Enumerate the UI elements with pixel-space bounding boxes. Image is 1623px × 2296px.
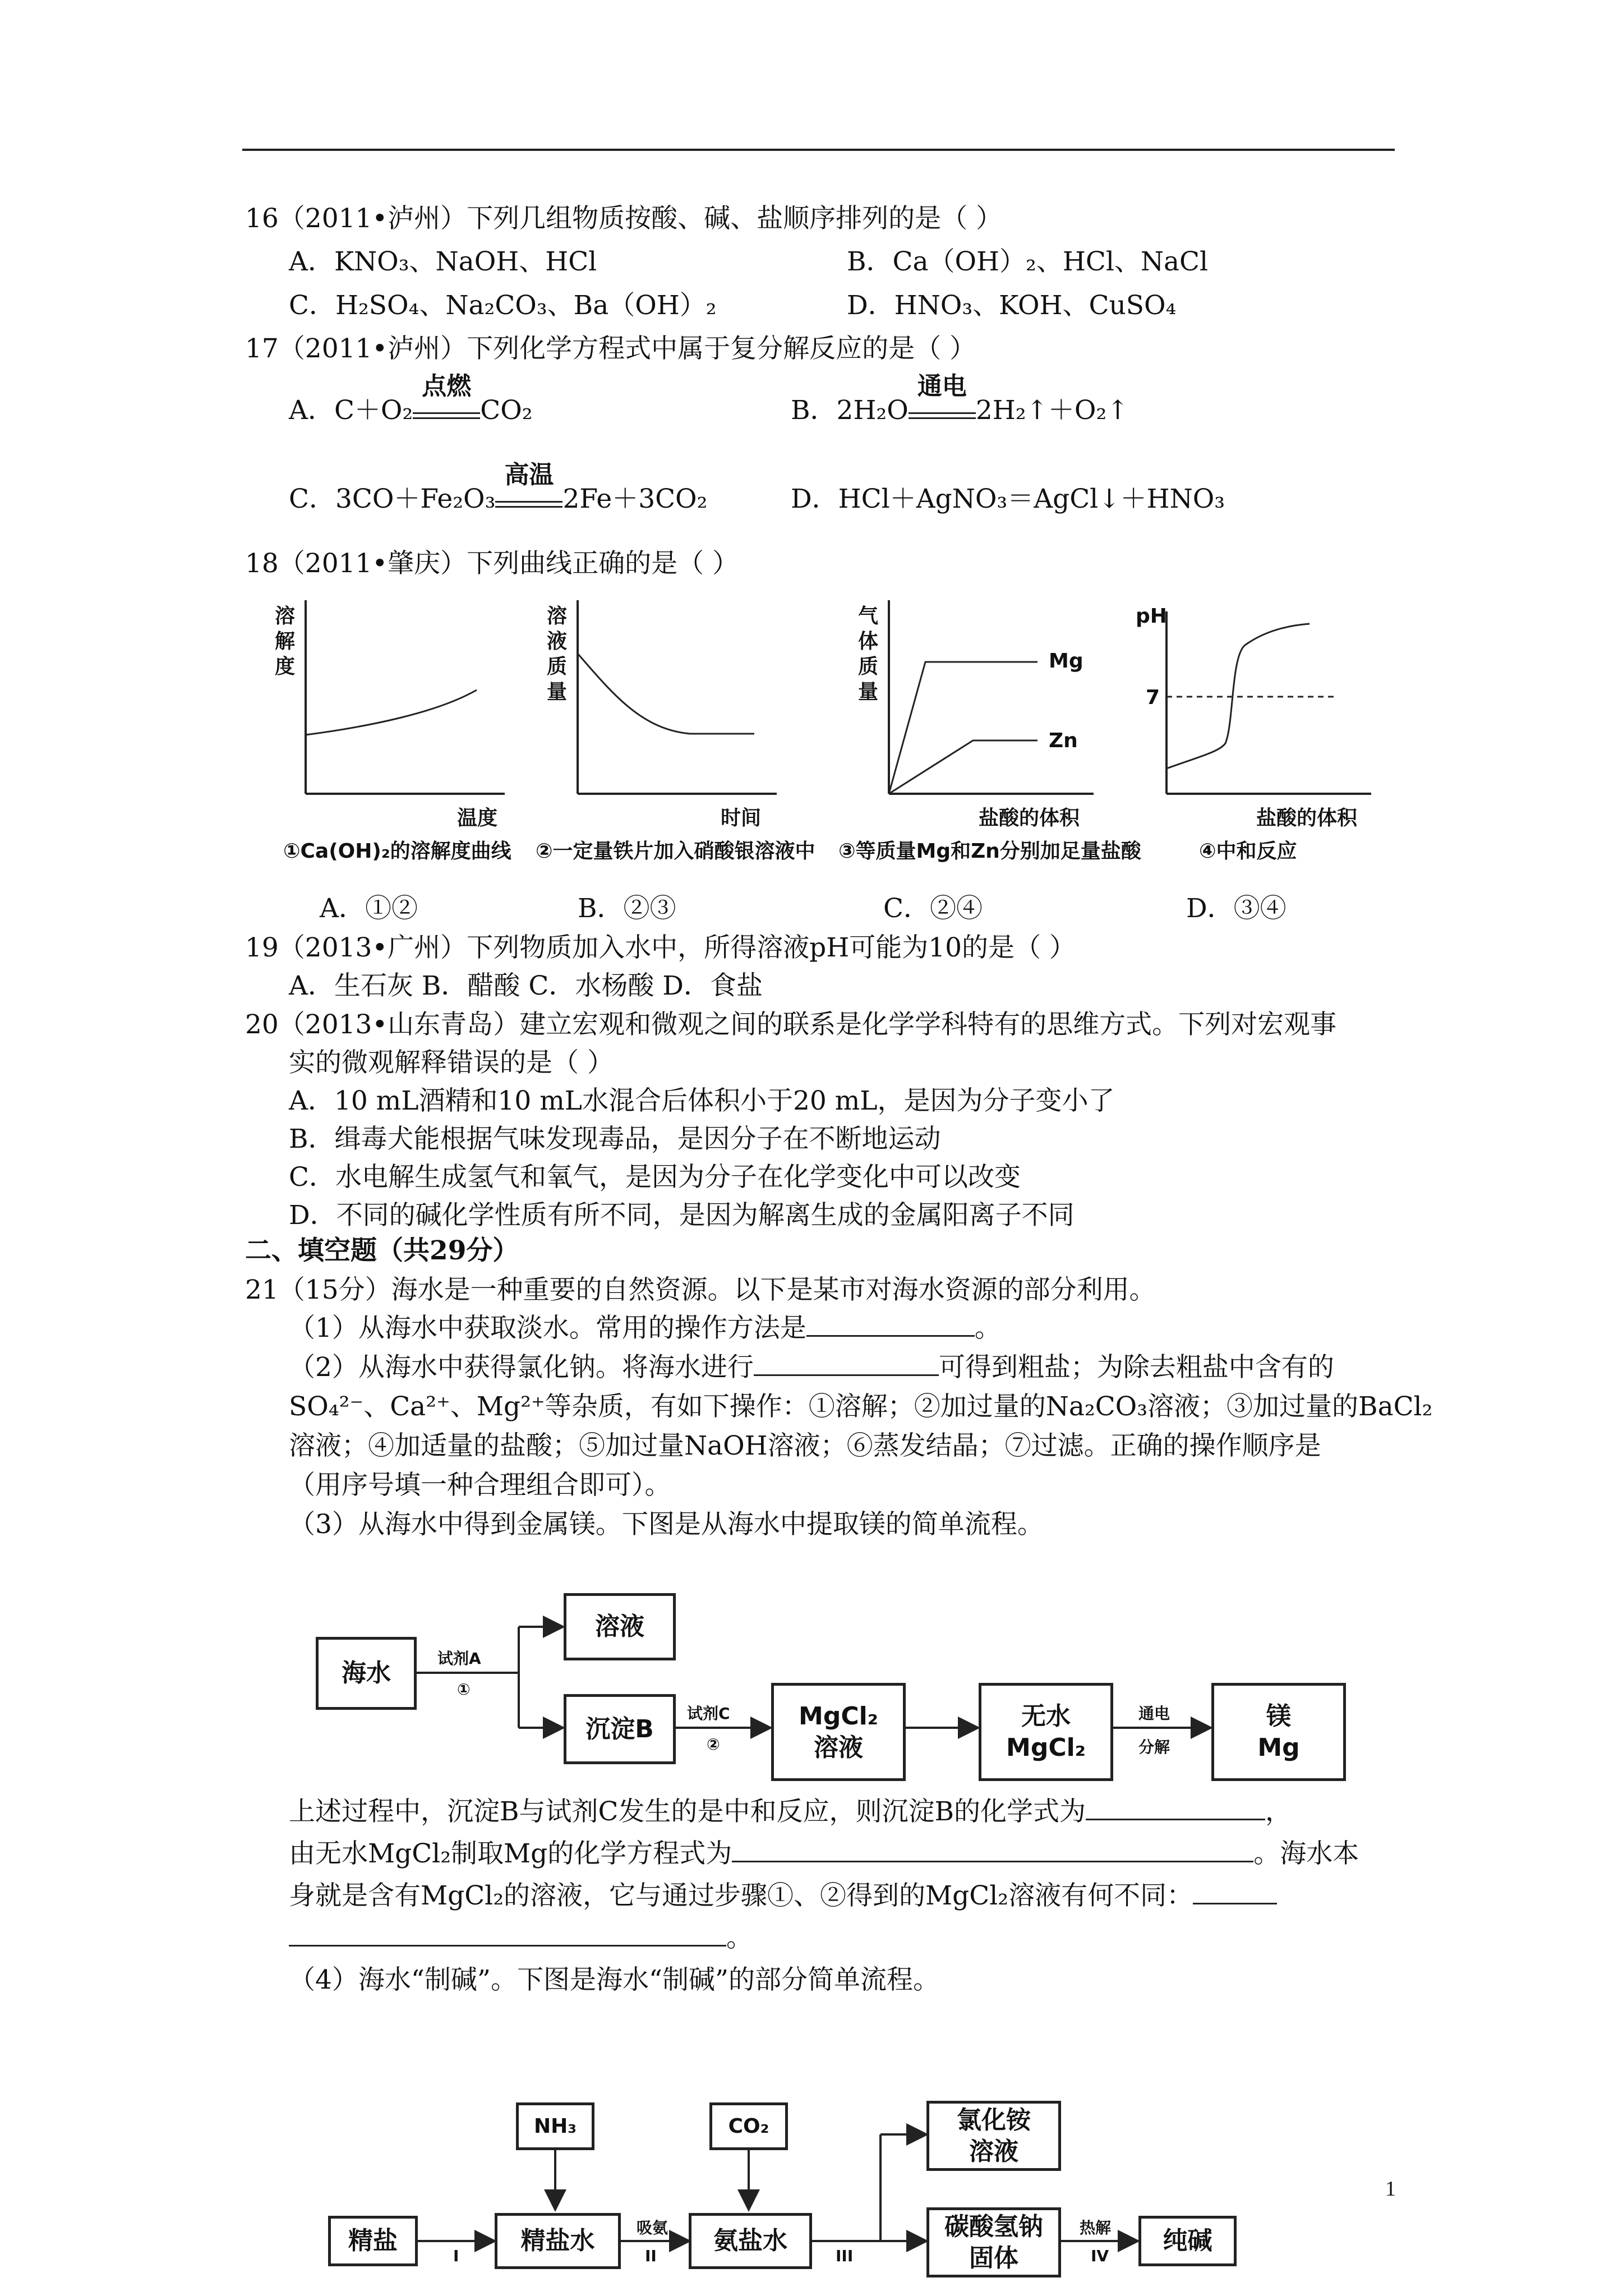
flow2-nahco3-box: 碳酸氢钠 固体 [926,2207,1061,2277]
q18-option-a: A．①② [320,893,418,924]
graph-3-ylabel-c4: 量 [858,680,879,703]
flow1-decompose: 分解 [1138,1738,1170,1756]
graph-3-xlabel: 盐酸的体积 [979,807,1080,830]
flow1-step-1: ① [457,1680,471,1699]
flow1-mgcl2-solution-box: MgCl₂ 溶液 [771,1683,906,1781]
section-2-heading: 二、填空题（共29分） [245,1235,519,1266]
q16-option-a: A．KNO₃、NaOH、HCl [289,246,597,277]
flow2-thermal-decomp: 热解 [1080,2219,1112,2237]
q17-c-products: 2Fe＋3CO₂ [562,484,708,514]
graph-4-ph7-label: 7 [1146,686,1160,709]
flow2-nh3-box: NH₃ [516,2102,594,2150]
q20-option-d: D．不同的碱化学性质有所不同，是因为解离生成的金属阳离子不同 [289,1200,1075,1231]
flow1-precip-b-box: 沉淀B [564,1694,676,1764]
flow1-reagent-a: 试剂A [437,1649,481,1668]
q17-c-reactants: C．3CO＋Fe₂O₃ [289,484,496,514]
flow1-reagent-c: 试剂C [687,1704,730,1723]
flow2-absorb-ammonia: 吸氨 [637,2219,668,2237]
graph-3-mg-label: Mg [1049,650,1083,673]
flow2-ammonia-brine-box: 氨盐水 [689,2213,812,2269]
q21-stem: 21（15分）海水是一种重要的自然资源。以下是某市对海水资源的部分利用。 [245,1274,1156,1305]
flow1-seawater-box: 海水 [316,1637,417,1710]
graph-3-ylabel-c2: 体 [858,630,879,653]
q16-option-b: B．Ca（OH）₂、HCl、NaCl [847,246,1209,277]
q19-options: A．生石灰 B．醋酸 C．水杨酸 D．食盐 [289,970,763,1001]
q18-option-c: C．②④ [883,893,983,924]
q21-part4-intro: （4）海水“制碱”。下图是海水“制碱”的部分简单流程。 [289,1964,940,1995]
q21-part3-line4: 。 [289,1921,753,1955]
q21-part2-line2: SO₄²⁻、Ca²⁺、Mg²⁺等杂质，有如下操作：①溶解；②加过量的Na₂CO₃溶液；③加过量的BaCl₂ [289,1391,1433,1422]
q21-part3-line2: 由无水MgCl₂制取Mg的化学方程式为 。海水本 [289,1838,1359,1869]
graph-3-ylabel-c1: 气 [858,605,879,628]
graph-1-ylabel-c2: 解 [275,630,296,653]
flow2-step-iii: III [836,2247,854,2265]
graph-1-ylabel-c3: 度 [275,655,296,678]
q20-option-b: B．缉毒犬能根据气味发现毒品，是因分子在不断地运动 [289,1124,941,1154]
flow2-nh4cl-box: 氯化铵 溶液 [926,2101,1061,2171]
graph-2-ylabel-c2: 液 [547,630,568,653]
flow1-mg-box: 镁 Mg [1211,1683,1346,1781]
graph-2-caption: ②一定量铁片加入硝酸银溶液中 [536,840,815,863]
graph-1-ylabel-c1: 溶 [275,605,296,628]
graph-2-ylabel-c1: 溶 [547,605,568,628]
page-number: 1 [1385,2177,1396,2201]
graph-1-xlabel: 温度 [457,807,498,830]
flow1-step-2: ② [707,1735,720,1754]
q21-part3-line1: 上述过程中，沉淀B与试剂C发生的是中和反应，则沉淀B的化学式为 ， [289,1796,1292,1827]
flow2-step-i: I [453,2247,459,2265]
q18-option-b: B．②③ [578,893,676,924]
q16-option-d: D．HNO₃、KOH、CuSO₄ [847,290,1177,321]
q17-b-products: 2H₂↑＋O₂↑ [975,395,1129,426]
q17-a-reactants: A．C＋O₂ [289,395,413,426]
q19-stem: 19（2013•广州）下列物质加入水中，所得溶液pH可能为10的是（ ） [245,932,1076,963]
graph-2-ylabel-c4: 量 [547,680,568,703]
graph-4-caption: ④中和反应 [1199,840,1297,863]
q17-b-condition: 通电 [917,372,967,401]
q20-option-c: C．水电解生成氢气和氧气，是因为分子在化学变化中可以改变 [289,1162,1021,1193]
q16-option-c: C．H₂SO₄、Na₂CO₃、Ba（OH）₂ [289,290,717,321]
q17-a-condition: 点燃 [422,372,472,401]
q21-part2-line1: （2）从海水中获得氯化钠。将海水进行 可得到粗盐；为除去粗盐中含有的 [289,1352,1334,1383]
graph-3-ylabel-c3: 质 [858,655,879,678]
graph-2-ylabel-c3: 质 [547,655,568,678]
graph-4-ylabel: pH [1136,605,1167,628]
q21-part3-line3: 身就是含有MgCl₂的溶液，它与通过步骤①、②得到的MgCl₂溶液有何不同： [289,1879,1277,1913]
flow1-electrolysis: 通电 [1138,1704,1170,1723]
q18-option-d: D．③④ [1186,893,1287,924]
graph-3-zn-label: Zn [1049,729,1078,752]
flow2-salt-box: 精盐 [328,2216,418,2266]
flow2-co2-box: CO₂ [709,2102,788,2150]
flow2-brine-box: 精盐水 [495,2213,621,2269]
q17-stem: 17（2011•泸州）下列化学方程式中属于复分解反应的是（ ） [245,333,976,364]
q17-b-reactants: B．2H₂O [791,395,909,426]
flow1-anhydrous-mgcl2-box: 无水 MgCl₂ [979,1683,1113,1781]
graph-1-caption: ①Ca(OH)₂的溶解度曲线 [283,840,511,863]
graph-3-caption: ③等质量Mg和Zn分别加足量盐酸 [838,840,1141,863]
q20-stem-1: 20（2013•山东青岛）建立宏观和微观之间的联系是化学学科特有的思维方式。下列对宏观事 [245,1009,1337,1040]
q17-a-products: CO₂ [480,395,533,426]
flow2-step-ii: II [645,2247,657,2265]
graph-2-xlabel: 时间 [721,807,762,830]
q17-option-d: D．HCl＋AgNO₃＝AgCl↓＋HNO₃ [791,484,1225,514]
q18-stem: 18（2011•肇庆）下列曲线正确的是（ ） [245,548,739,579]
q21-part1: （1）从海水中获取淡水。常用的操作方法是 。 [289,1313,1001,1343]
q17-c-condition: 高温 [504,461,554,489]
flow2-soda-box: 纯碱 [1138,2216,1237,2266]
q21-part3-intro: （3）从海水中得到金属镁。下图是从海水中提取镁的简单流程。 [289,1509,1044,1540]
q16-stem: 16（2011•泸州）下列几组物质按酸、碱、盐顺序排列的是（ ） [245,203,1003,234]
graph-4-xlabel: 盐酸的体积 [1256,807,1358,830]
q21-part2-line3: 溶液；④加适量的盐酸；⑤加过量NaOH溶液；⑥蒸发结晶；⑦过滤。正确的操作顺序是 [289,1430,1321,1461]
flow1-solution-box: 溶液 [564,1593,676,1660]
flow2-step-iv: IV [1091,2247,1109,2265]
q20-stem-2: 实的微观解释错误的是（ ） [289,1047,614,1078]
q21-part2-line4: （用序号填一种合理组合即可）。 [289,1470,671,1501]
q20-option-a: A．10 mL酒精和10 mL水混合后体积小于20 mL，是因为分子变小了 [289,1085,1115,1116]
